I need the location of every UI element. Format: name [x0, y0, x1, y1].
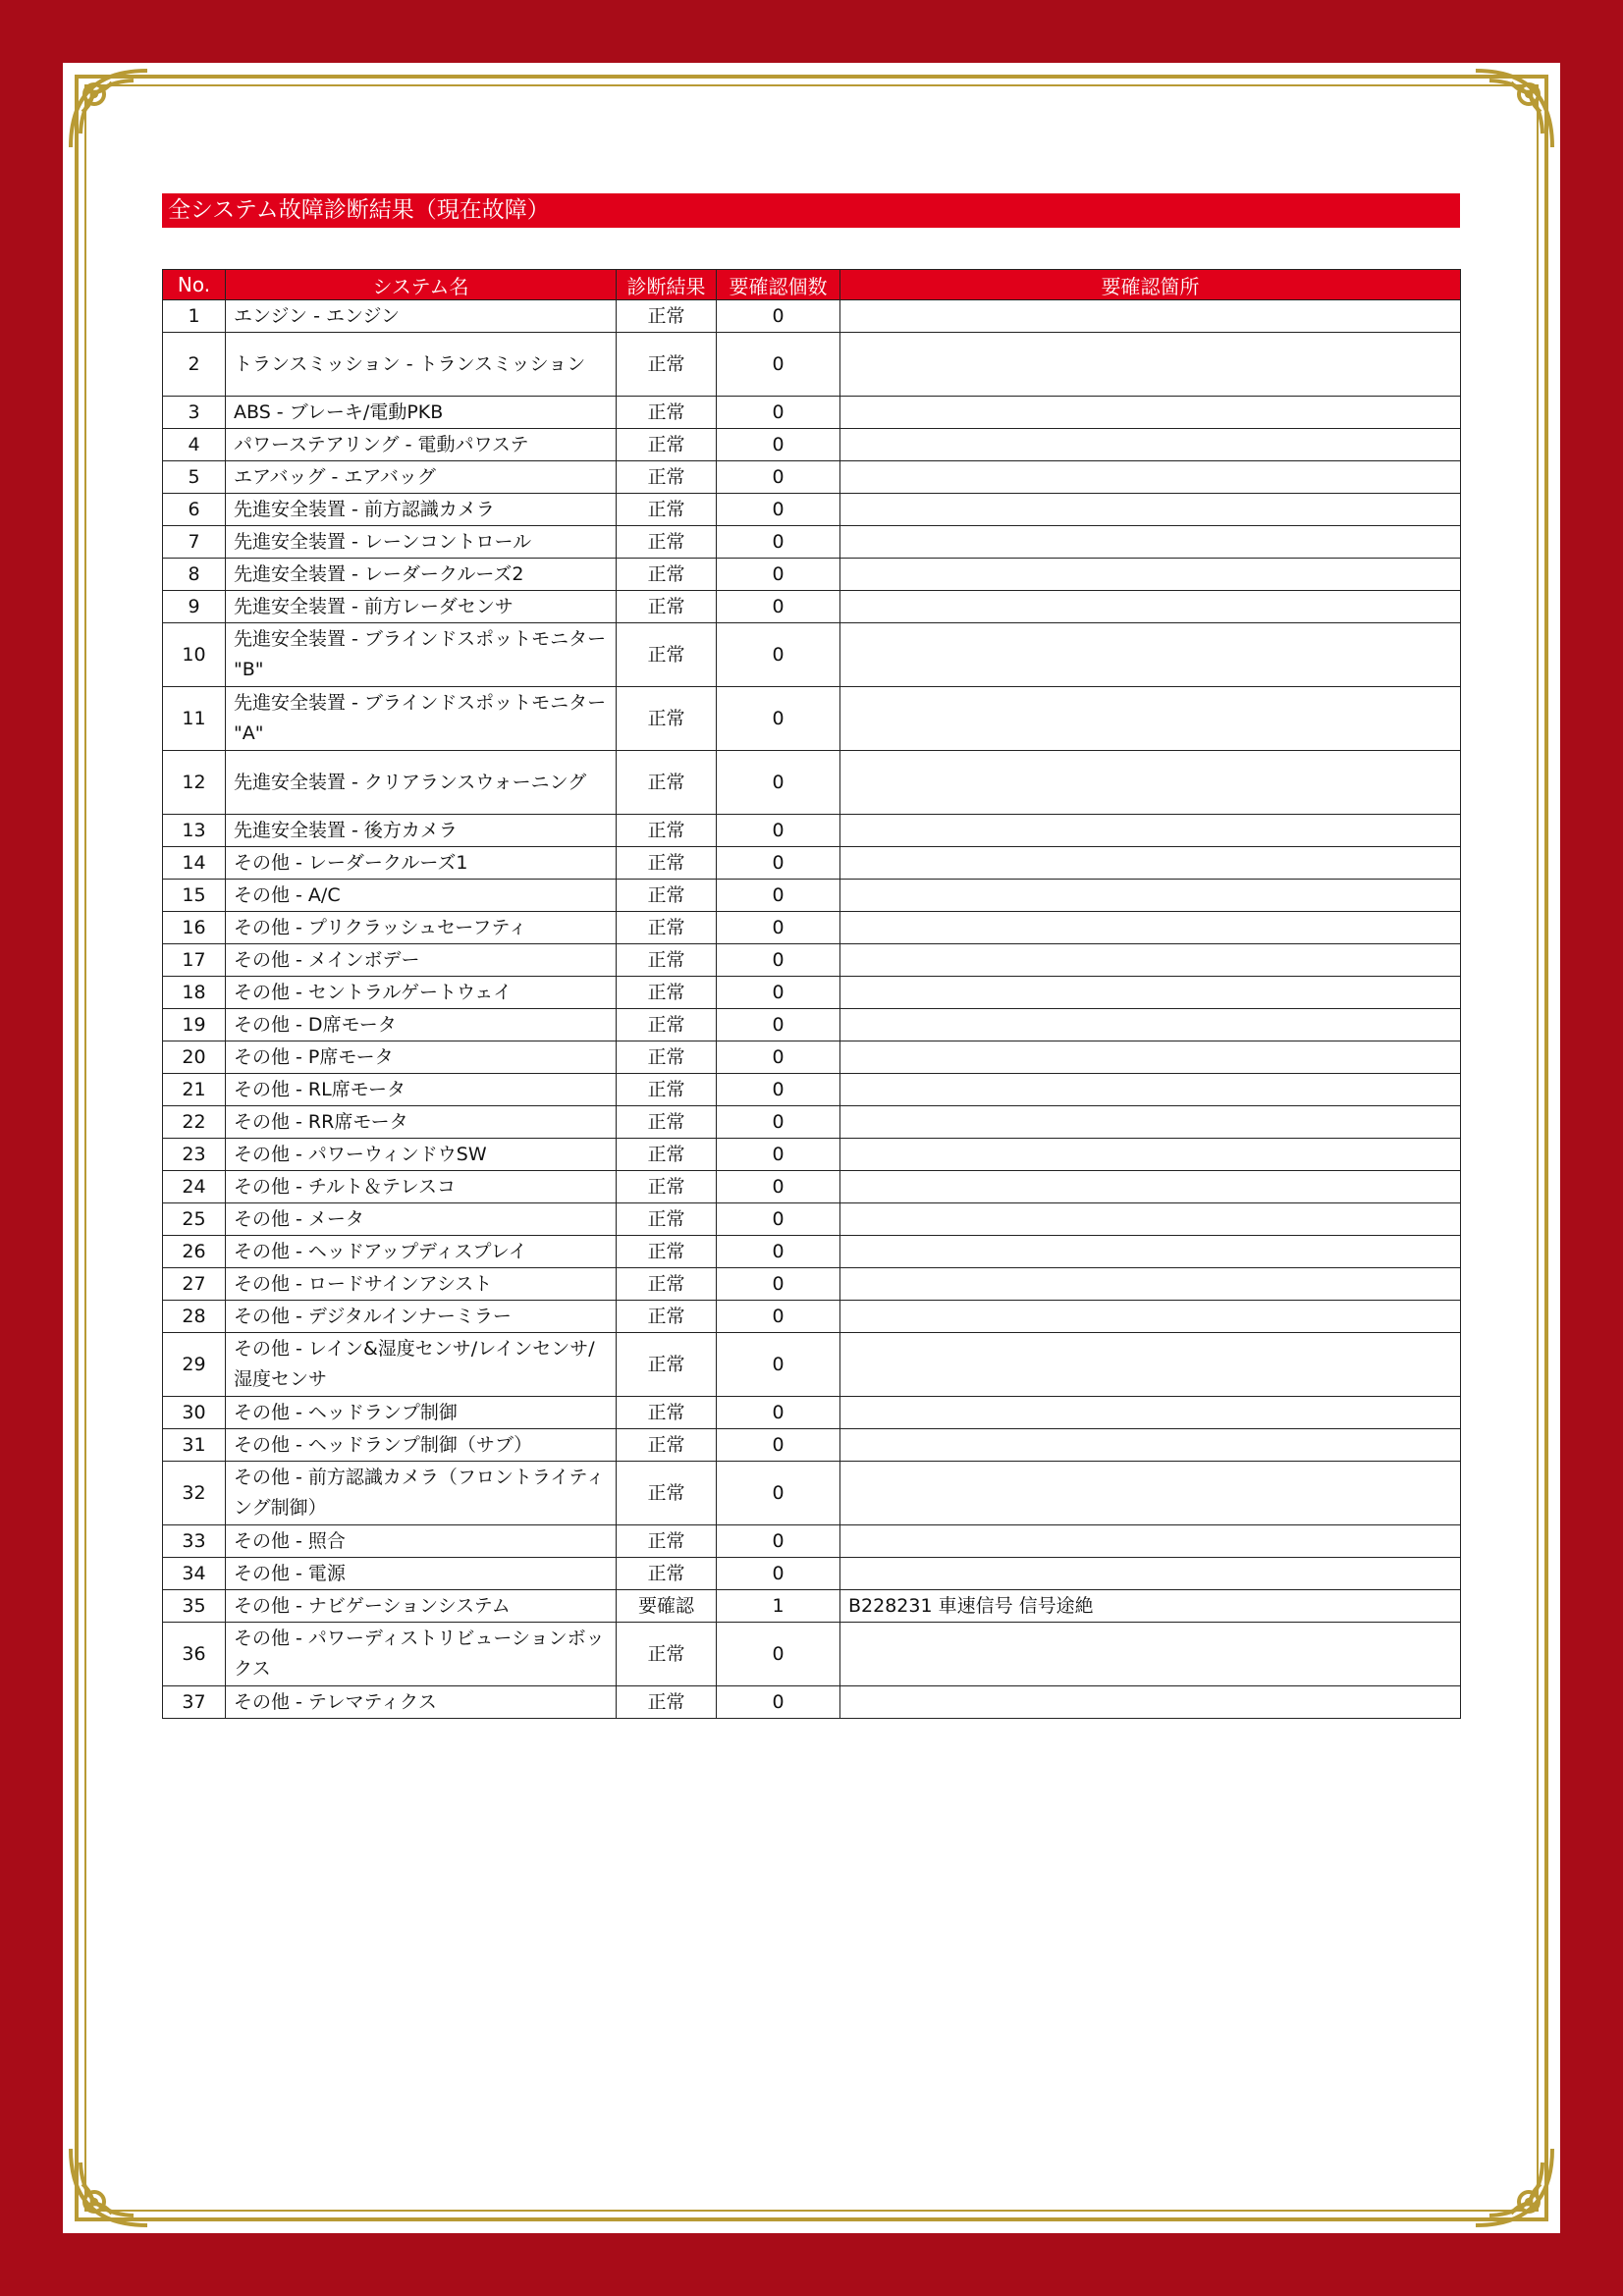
- check-location-cell: [840, 1558, 1461, 1590]
- diagnosis-result-cell: 正常: [617, 1429, 717, 1462]
- system-name-cell: その他 - チルト＆テレスコ: [226, 1171, 617, 1203]
- diagnosis-result-cell: 正常: [617, 944, 717, 977]
- row-number: 21: [163, 1074, 226, 1106]
- check-count-cell: 0: [717, 815, 840, 847]
- table-row: [163, 1236, 1461, 1268]
- table-row: [163, 944, 1461, 977]
- check-count-cell: 0: [717, 1268, 840, 1301]
- system-name-cell: トランスミッション - トランスミッション: [226, 333, 617, 397]
- system-name-cell: その他 - ヘッドアップディスプレイ: [226, 1236, 617, 1268]
- table-row: [163, 1268, 1461, 1301]
- diagnosis-result-cell: 正常: [617, 1333, 717, 1397]
- diagnosis-result-cell: 正常: [617, 461, 717, 494]
- system-name-cell: その他 - 前方認識カメラ（フロントライティング制御）: [226, 1462, 617, 1525]
- table-row: [163, 751, 1461, 815]
- check-count-cell: 0: [717, 1301, 840, 1333]
- diagnosis-result-cell: 正常: [617, 1236, 717, 1268]
- row-number: 30: [163, 1397, 226, 1429]
- check-count-cell: 0: [717, 1106, 840, 1139]
- column-header-system-name: システム名: [226, 270, 617, 300]
- diagnosis-result-cell: 正常: [617, 880, 717, 912]
- system-name-cell: その他 - テレマティクス: [226, 1686, 617, 1719]
- row-number: 32: [163, 1462, 226, 1525]
- check-count-cell: 0: [717, 1139, 840, 1171]
- check-count-cell: 0: [717, 1623, 840, 1686]
- row-number: 14: [163, 847, 226, 880]
- system-name-cell: 先進安全装置 - レーンコントロール: [226, 526, 617, 559]
- row-number: 6: [163, 494, 226, 526]
- diagnosis-result-cell: 正常: [617, 1525, 717, 1558]
- check-location-cell: [840, 687, 1461, 751]
- row-number: 8: [163, 559, 226, 591]
- check-count-cell: 0: [717, 1041, 840, 1074]
- table-body: [163, 300, 1461, 1719]
- table-row: [163, 815, 1461, 847]
- table-row: [163, 687, 1461, 751]
- table-row: [163, 1139, 1461, 1171]
- check-count-cell: 0: [717, 623, 840, 687]
- row-number: 31: [163, 1429, 226, 1462]
- row-number: 17: [163, 944, 226, 977]
- diagnosis-result-cell: 正常: [617, 687, 717, 751]
- table-row: [163, 1558, 1461, 1590]
- row-number: 28: [163, 1301, 226, 1333]
- diagnosis-result-cell: 正常: [617, 623, 717, 687]
- system-name-cell: 先進安全装置 - ブラインドスポットモニター "A": [226, 687, 617, 751]
- table-row: [163, 494, 1461, 526]
- diagnosis-result-cell: 正常: [617, 1268, 717, 1301]
- table-row: [163, 880, 1461, 912]
- check-count-cell: 0: [717, 1171, 840, 1203]
- check-location-cell: [840, 847, 1461, 880]
- check-location-cell: [840, 1429, 1461, 1462]
- system-name-cell: ABS - ブレーキ/電動PKB: [226, 397, 617, 429]
- check-count-cell: 0: [717, 1203, 840, 1236]
- check-location-cell: [840, 397, 1461, 429]
- check-location-cell: [840, 494, 1461, 526]
- check-location-cell: [840, 559, 1461, 591]
- check-location-cell: [840, 1236, 1461, 1268]
- check-count-cell: 0: [717, 1236, 840, 1268]
- check-count-cell: 0: [717, 429, 840, 461]
- diagnosis-result-cell: 正常: [617, 526, 717, 559]
- diagnosis-result-cell: 正常: [617, 815, 717, 847]
- check-location-cell: [840, 1462, 1461, 1525]
- system-name-cell: その他 - P席モータ: [226, 1041, 617, 1074]
- table-row: [163, 1686, 1461, 1719]
- diagnosis-result-cell: 正常: [617, 1462, 717, 1525]
- check-count-cell: 0: [717, 1074, 840, 1106]
- table-row: [163, 1623, 1461, 1686]
- system-name-cell: パワーステアリング - 電動パワステ: [226, 429, 617, 461]
- diagnosis-result-cell: 正常: [617, 1009, 717, 1041]
- table-row: [163, 1590, 1461, 1623]
- system-name-cell: その他 - デジタルインナーミラー: [226, 1301, 617, 1333]
- system-name-cell: その他 - メインボデー: [226, 944, 617, 977]
- check-count-cell: 0: [717, 559, 840, 591]
- column-header-no: No.: [163, 270, 226, 300]
- table-row: [163, 623, 1461, 687]
- row-number: 1: [163, 300, 226, 333]
- row-number: 16: [163, 912, 226, 944]
- check-count-cell: 0: [717, 1525, 840, 1558]
- table-row: [163, 1301, 1461, 1333]
- row-number: 25: [163, 1203, 226, 1236]
- diagnosis-result-cell: 正常: [617, 977, 717, 1009]
- system-name-cell: 先進安全装置 - 前方レーダセンサ: [226, 591, 617, 623]
- diagnosis-result-cell: 正常: [617, 1074, 717, 1106]
- check-location-cell: [840, 1397, 1461, 1429]
- diagnosis-result-cell: 正常: [617, 1041, 717, 1074]
- system-name-cell: その他 - レーダークルーズ1: [226, 847, 617, 880]
- system-name-cell: その他 - ヘッドランプ制御: [226, 1397, 617, 1429]
- table-row: [163, 397, 1461, 429]
- row-number: 5: [163, 461, 226, 494]
- diagnosis-result-cell: 正常: [617, 300, 717, 333]
- check-location-cell: [840, 1171, 1461, 1203]
- system-name-cell: その他 - メータ: [226, 1203, 617, 1236]
- system-name-cell: 先進安全装置 - レーダークルーズ2: [226, 559, 617, 591]
- diagnosis-result-cell: 正常: [617, 751, 717, 815]
- check-location-cell: [840, 429, 1461, 461]
- table-row: [163, 461, 1461, 494]
- diagnosis-result-cell: 正常: [617, 1171, 717, 1203]
- check-location-cell: [840, 333, 1461, 397]
- system-name-cell: その他 - RR席モータ: [226, 1106, 617, 1139]
- system-name-cell: 先進安全装置 - 前方認識カメラ: [226, 494, 617, 526]
- row-number: 10: [163, 623, 226, 687]
- check-count-cell: 0: [717, 847, 840, 880]
- check-location-cell: [840, 815, 1461, 847]
- system-name-cell: その他 - パワーウィンドウSW: [226, 1139, 617, 1171]
- check-count-cell: 0: [717, 461, 840, 494]
- system-name-cell: その他 - パワーディストリビューションボックス: [226, 1623, 617, 1686]
- diagnosis-result-cell: 正常: [617, 591, 717, 623]
- system-name-cell: その他 - レイン&湿度センサ/レインセンサ/湿度センサ: [226, 1333, 617, 1397]
- diagnosis-result-cell: 正常: [617, 1301, 717, 1333]
- check-location-cell: [840, 526, 1461, 559]
- table-row: [163, 1397, 1461, 1429]
- section-title: 全システム故障診断結果（現在故障）: [162, 193, 1460, 228]
- check-count-cell: 0: [717, 1333, 840, 1397]
- diagnosis-result-cell: 正常: [617, 1558, 717, 1590]
- check-location-cell: [840, 1106, 1461, 1139]
- check-count-cell: 0: [717, 977, 840, 1009]
- check-count-cell: 0: [717, 1462, 840, 1525]
- diagnosis-result-cell: 正常: [617, 429, 717, 461]
- diagnosis-result-cell: 正常: [617, 1397, 717, 1429]
- check-count-cell: 0: [717, 880, 840, 912]
- table-row: [163, 847, 1461, 880]
- diagnosis-result-cell: 正常: [617, 1203, 717, 1236]
- row-number: 35: [163, 1590, 226, 1623]
- check-location-cell: [840, 1074, 1461, 1106]
- check-count-cell: 0: [717, 944, 840, 977]
- table-row: [163, 1429, 1461, 1462]
- table-header-row: [163, 270, 1461, 300]
- check-location-cell: [840, 751, 1461, 815]
- system-name-cell: その他 - D席モータ: [226, 1009, 617, 1041]
- diagnosis-result-cell: 正常: [617, 847, 717, 880]
- column-header-count: 要確認個数: [717, 270, 840, 300]
- table-row: [163, 1009, 1461, 1041]
- check-count-cell: 0: [717, 300, 840, 333]
- check-location-cell: [840, 1009, 1461, 1041]
- check-location-cell: [840, 977, 1461, 1009]
- system-name-cell: 先進安全装置 - クリアランスウォーニング: [226, 751, 617, 815]
- system-name-cell: その他 - ヘッドランプ制御（サブ）: [226, 1429, 617, 1462]
- system-name-cell: エアバッグ - エアバッグ: [226, 461, 617, 494]
- check-location-cell: [840, 300, 1461, 333]
- check-location-cell: [840, 1686, 1461, 1719]
- check-count-cell: 1: [717, 1590, 840, 1623]
- document-page: [63, 63, 1560, 2233]
- diagnosis-result-cell: 正常: [617, 1106, 717, 1139]
- check-count-cell: 0: [717, 526, 840, 559]
- check-count-cell: 0: [717, 751, 840, 815]
- check-count-cell: 0: [717, 912, 840, 944]
- check-count-cell: 0: [717, 333, 840, 397]
- diagnosis-result-cell: 正常: [617, 559, 717, 591]
- row-number: 36: [163, 1623, 226, 1686]
- check-location-cell: [840, 944, 1461, 977]
- table-row: [163, 1171, 1461, 1203]
- row-number: 23: [163, 1139, 226, 1171]
- system-name-cell: 先進安全装置 - 後方カメラ: [226, 815, 617, 847]
- row-number: 34: [163, 1558, 226, 1590]
- corner-ornament-icon: [65, 65, 153, 153]
- table-row: [163, 977, 1461, 1009]
- row-number: 3: [163, 397, 226, 429]
- check-count-cell: 0: [717, 1009, 840, 1041]
- check-count-cell: 0: [717, 1558, 840, 1590]
- row-number: 12: [163, 751, 226, 815]
- check-location-cell: [840, 1041, 1461, 1074]
- diagnosis-result-cell: 正常: [617, 1623, 717, 1686]
- table-row: [163, 1525, 1461, 1558]
- check-location-cell: [840, 461, 1461, 494]
- row-number: 26: [163, 1236, 226, 1268]
- diagnosis-result-cell: 正常: [617, 1139, 717, 1171]
- check-count-cell: 0: [717, 397, 840, 429]
- system-name-cell: その他 - 照合: [226, 1525, 617, 1558]
- diagnosis-result-cell: 正常: [617, 494, 717, 526]
- table-row: [163, 429, 1461, 461]
- corner-ornament-icon: [65, 2143, 153, 2231]
- check-count-cell: 0: [717, 1397, 840, 1429]
- row-number: 18: [163, 977, 226, 1009]
- row-number: 33: [163, 1525, 226, 1558]
- table-row: [163, 1074, 1461, 1106]
- row-number: 4: [163, 429, 226, 461]
- table-row: [163, 591, 1461, 623]
- check-location-cell: [840, 1623, 1461, 1686]
- diagnosis-result-cell: 正常: [617, 333, 717, 397]
- table-row: [163, 559, 1461, 591]
- diagnosis-table: [162, 269, 1461, 1719]
- table-row: [163, 912, 1461, 944]
- row-number: 22: [163, 1106, 226, 1139]
- system-name-cell: その他 - セントラルゲートウェイ: [226, 977, 617, 1009]
- check-location-cell: [840, 591, 1461, 623]
- check-location-cell: [840, 880, 1461, 912]
- system-name-cell: エンジン - エンジン: [226, 300, 617, 333]
- diagnosis-result-cell: 正常: [617, 912, 717, 944]
- system-name-cell: その他 - ロードサインアシスト: [226, 1268, 617, 1301]
- column-header-location: 要確認箇所: [840, 270, 1461, 300]
- system-name-cell: 先進安全装置 - ブラインドスポットモニター "B": [226, 623, 617, 687]
- check-location-cell: [840, 1333, 1461, 1397]
- system-name-cell: その他 - プリクラッシュセーフティ: [226, 912, 617, 944]
- table-row: [163, 333, 1461, 397]
- row-number: 15: [163, 880, 226, 912]
- table-row: [163, 1462, 1461, 1525]
- table-row: [163, 1203, 1461, 1236]
- row-number: 29: [163, 1333, 226, 1397]
- table-row: [163, 1041, 1461, 1074]
- row-number: 9: [163, 591, 226, 623]
- system-name-cell: その他 - A/C: [226, 880, 617, 912]
- row-number: 7: [163, 526, 226, 559]
- check-location-cell: [840, 1139, 1461, 1171]
- row-number: 13: [163, 815, 226, 847]
- system-name-cell: その他 - ナビゲーションシステム: [226, 1590, 617, 1623]
- diagnosis-result-cell: 要確認: [617, 1590, 717, 1623]
- row-number: 27: [163, 1268, 226, 1301]
- check-location-cell: [840, 912, 1461, 944]
- check-count-cell: 0: [717, 591, 840, 623]
- check-count-cell: 0: [717, 494, 840, 526]
- column-header-result: 診断結果: [617, 270, 717, 300]
- table-row: [163, 1106, 1461, 1139]
- row-number: 19: [163, 1009, 226, 1041]
- row-number: 2: [163, 333, 226, 397]
- row-number: 11: [163, 687, 226, 751]
- check-location-cell: [840, 1268, 1461, 1301]
- table-row: [163, 526, 1461, 559]
- corner-ornament-icon: [1470, 2143, 1558, 2231]
- table-row: [163, 300, 1461, 333]
- check-location-cell: [840, 1301, 1461, 1333]
- check-count-cell: 0: [717, 1686, 840, 1719]
- check-location-cell: [840, 1525, 1461, 1558]
- row-number: 20: [163, 1041, 226, 1074]
- check-location-cell: [840, 1203, 1461, 1236]
- check-count-cell: 0: [717, 687, 840, 751]
- row-number: 24: [163, 1171, 226, 1203]
- diagnosis-result-cell: 正常: [617, 397, 717, 429]
- check-count-cell: 0: [717, 1429, 840, 1462]
- check-location-cell: B228231 車速信号 信号途絶: [840, 1590, 1461, 1623]
- system-name-cell: その他 - RL席モータ: [226, 1074, 617, 1106]
- check-location-cell: [840, 623, 1461, 687]
- row-number: 37: [163, 1686, 226, 1719]
- system-name-cell: その他 - 電源: [226, 1558, 617, 1590]
- diagnosis-table-container: [162, 269, 1460, 1719]
- table-row: [163, 1333, 1461, 1397]
- corner-ornament-icon: [1470, 65, 1558, 153]
- diagnosis-result-cell: 正常: [617, 1686, 717, 1719]
